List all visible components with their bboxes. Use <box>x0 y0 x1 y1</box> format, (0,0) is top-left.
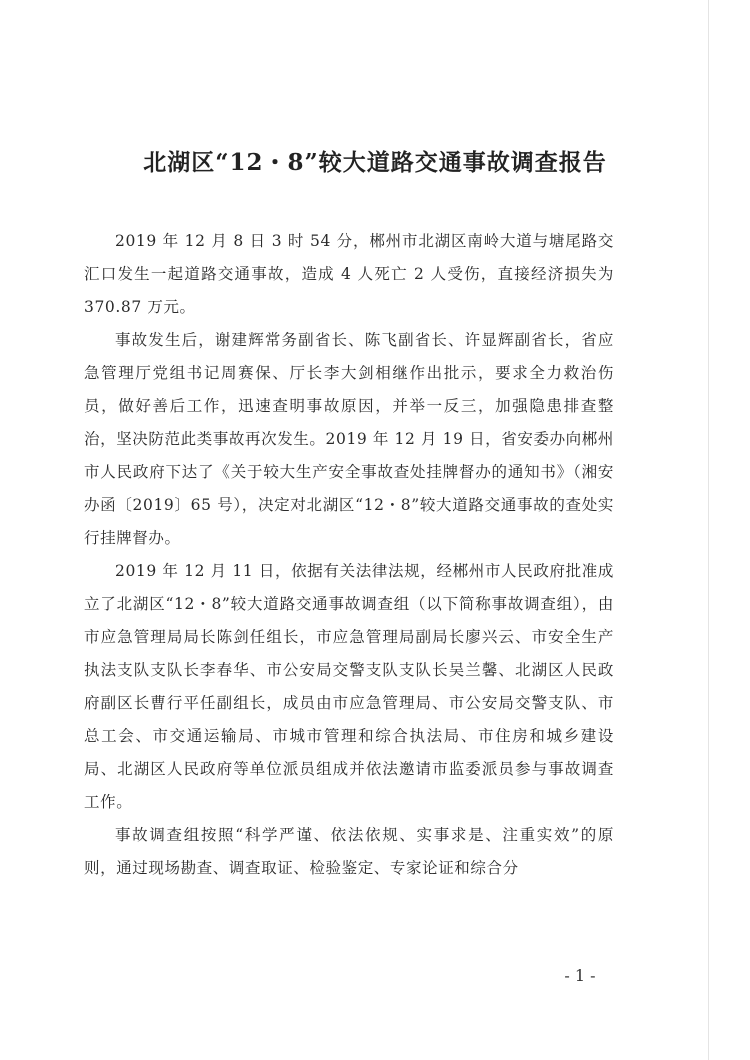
document-title: 北湖区“12・8”较大道路交通事故调查报告 <box>143 149 607 176</box>
document-body <box>84 225 614 885</box>
paragraph-3: 2019 年 12 月 11 日，依据有关法律法规，经郴州市人民政府批准成立了北湖区“12・8”较大道路交通事故调查组（以下简称事故调查组），由市应急管理局局长陈剑任组长，市应急管理局副局长廖兴云、市安全生产执法支队支队长李春华、市公安局交警支队支队长吴兰馨、北湖区人民政府副区长曹行平任副组长，成员由市应急管理局、市公安局交警支队、市总工会、市交通运输局、市城市管理和综合执法局、市住房和城乡建设局、北湖区人民政府等单位派员组成并依法邀请市监委派员参与事故调查工作。 <box>84 562 614 811</box>
paragraph-4: 事故调查组按照“科学严谨、依法依规、实事求是、注重实效”的原则，通过现场勘查、调查取证、检验鉴定、专家论证和综合分 <box>84 826 614 877</box>
paragraph-1: 2019 年 12 月 8 日 3 时 54 分，郴州市北湖区南岭大道与塘尾路交汇口发生一起道路交通事故，造成 4 人死亡 2 人受伤，直接经济损失为 370.87 万元。 <box>84 232 614 316</box>
page-number: - 1 - <box>564 966 596 985</box>
paragraph-2: 事故发生后，谢建辉常务副省长、陈飞副省长、许显辉副省长，省应急管理厅党组书记周赛保、厅长李大剑相继作出批示，要求全力救治伤员，做好善后工作，迅速查明事故原因，并举一反三，加强隐患排查整治，坚决防范此类事故再次发生。2019 年 12 月 19 日，省安委办向郴州市人民政府下达了《关于较大生产安全事故查处挂牌督办的通知书》（湘安办函〔2019〕65 号），决定对北湖区“12・8”较大道路交通事故的查处实行挂牌督办。 <box>84 331 614 547</box>
